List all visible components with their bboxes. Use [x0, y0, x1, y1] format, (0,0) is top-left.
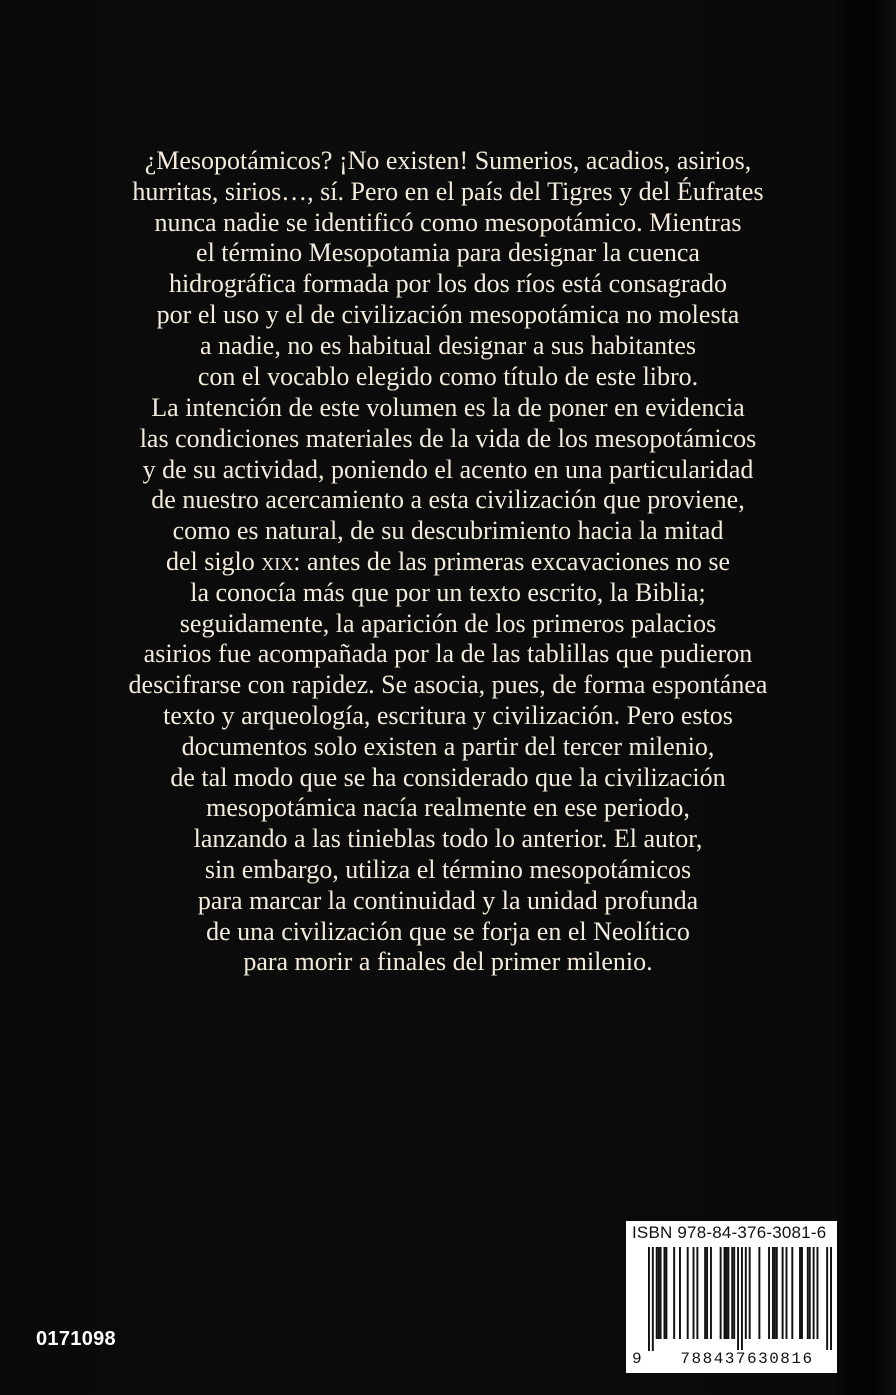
blurb-line: texto y arqueología, escritura y civilización. Pero estos — [163, 700, 733, 730]
century-suffix: : antes de las primeras excavaciones no se — [293, 546, 731, 576]
blurb-line: descifrarse con rapidez. Se asocia, pues, de forma espontánea — [128, 670, 768, 700]
ean-first-digit: 9 — [632, 1350, 642, 1368]
blurb-line: documentos solo existen a partir del tercer milenio, — [181, 731, 715, 761]
blurb-line-century — [110, 547, 786, 578]
blurb-line: para morir a finales del primer milenio. — [243, 947, 653, 977]
spine-shadow — [856, 0, 896, 1395]
blurb-paragraph-2 — [110, 393, 786, 978]
century-prefix: del siglo — [165, 546, 262, 576]
blurb-line: a nadie, no es habitual designar a sus habitantes — [199, 330, 697, 360]
blurb-line: con el vocablo elegido como título de este libro. — [197, 361, 699, 391]
century-roman-numeral: xix — [261, 546, 294, 576]
blurb-line: como es natural, de su descubrimiento hacia la mitad — [172, 516, 724, 546]
blurb-line: nunca nadie se identificó como mesopotámico. Mientras — [154, 207, 742, 237]
blurb-line: de una civilización que se forja en el Neolítico — [206, 916, 690, 946]
blurb-line: por el uso y el de civilización mesopotámica no molesta — [156, 299, 740, 329]
blurb-line: las condiciones materiales de la vida de los mesopotámicos — [139, 423, 757, 453]
blurb-line: de tal modo que se ha considerado que la civilización — [170, 762, 726, 792]
ean-digits — [626, 1326, 837, 1372]
blurb-line: mesopotámica nacía realmente en ese periodo, — [206, 793, 690, 823]
isbn-text: ISBN 978-84-376-3081-6 — [632, 1223, 827, 1242]
blurb-line: asirios fue acompañada por la de las tablillas que pudieron — [143, 639, 753, 669]
blurb-line: de nuestro acercamiento a esta civilización que proviene, — [151, 485, 745, 515]
blurb-line: ¿Mesopotámicos? ¡No existen! Sumerios, acadios, asirios, — [144, 146, 752, 175]
blurb-line: para marcar la continuidad y la unidad profunda — [197, 885, 699, 915]
isbn-barcode-label — [626, 1221, 837, 1373]
blurb-line: lanzando a las tinieblas todo lo anterior. El autor, — [193, 824, 703, 854]
ean-digit-group: 788437630816 — [662, 1350, 832, 1368]
product-code: 0171098 — [36, 1328, 116, 1350]
blurb-line: seguidamente, la aparición de los primeros palacios — [179, 608, 717, 638]
blurb-line: el término Mesopotamia para designar la cuenca — [196, 238, 700, 268]
blurb-line: la conocía más que por un texto escrito, la Biblia; — [190, 577, 706, 607]
blurb-line: hurritas, sirios…, sí. Pero en el país del Tigres y del Éufrates — [132, 176, 764, 206]
blurb-line: y de su actividad, poniendo el acento en una particularidad — [142, 454, 754, 484]
blurb-paragraph-1 — [110, 146, 786, 392]
blurb-line: La intención de este volumen es la de poner en evidencia — [151, 393, 745, 422]
blurb-line: sin embargo, utiliza el término mesopotámicos — [204, 854, 692, 884]
blurb-line: hidrográfica formada por los dos ríos está consagrado — [168, 269, 728, 299]
